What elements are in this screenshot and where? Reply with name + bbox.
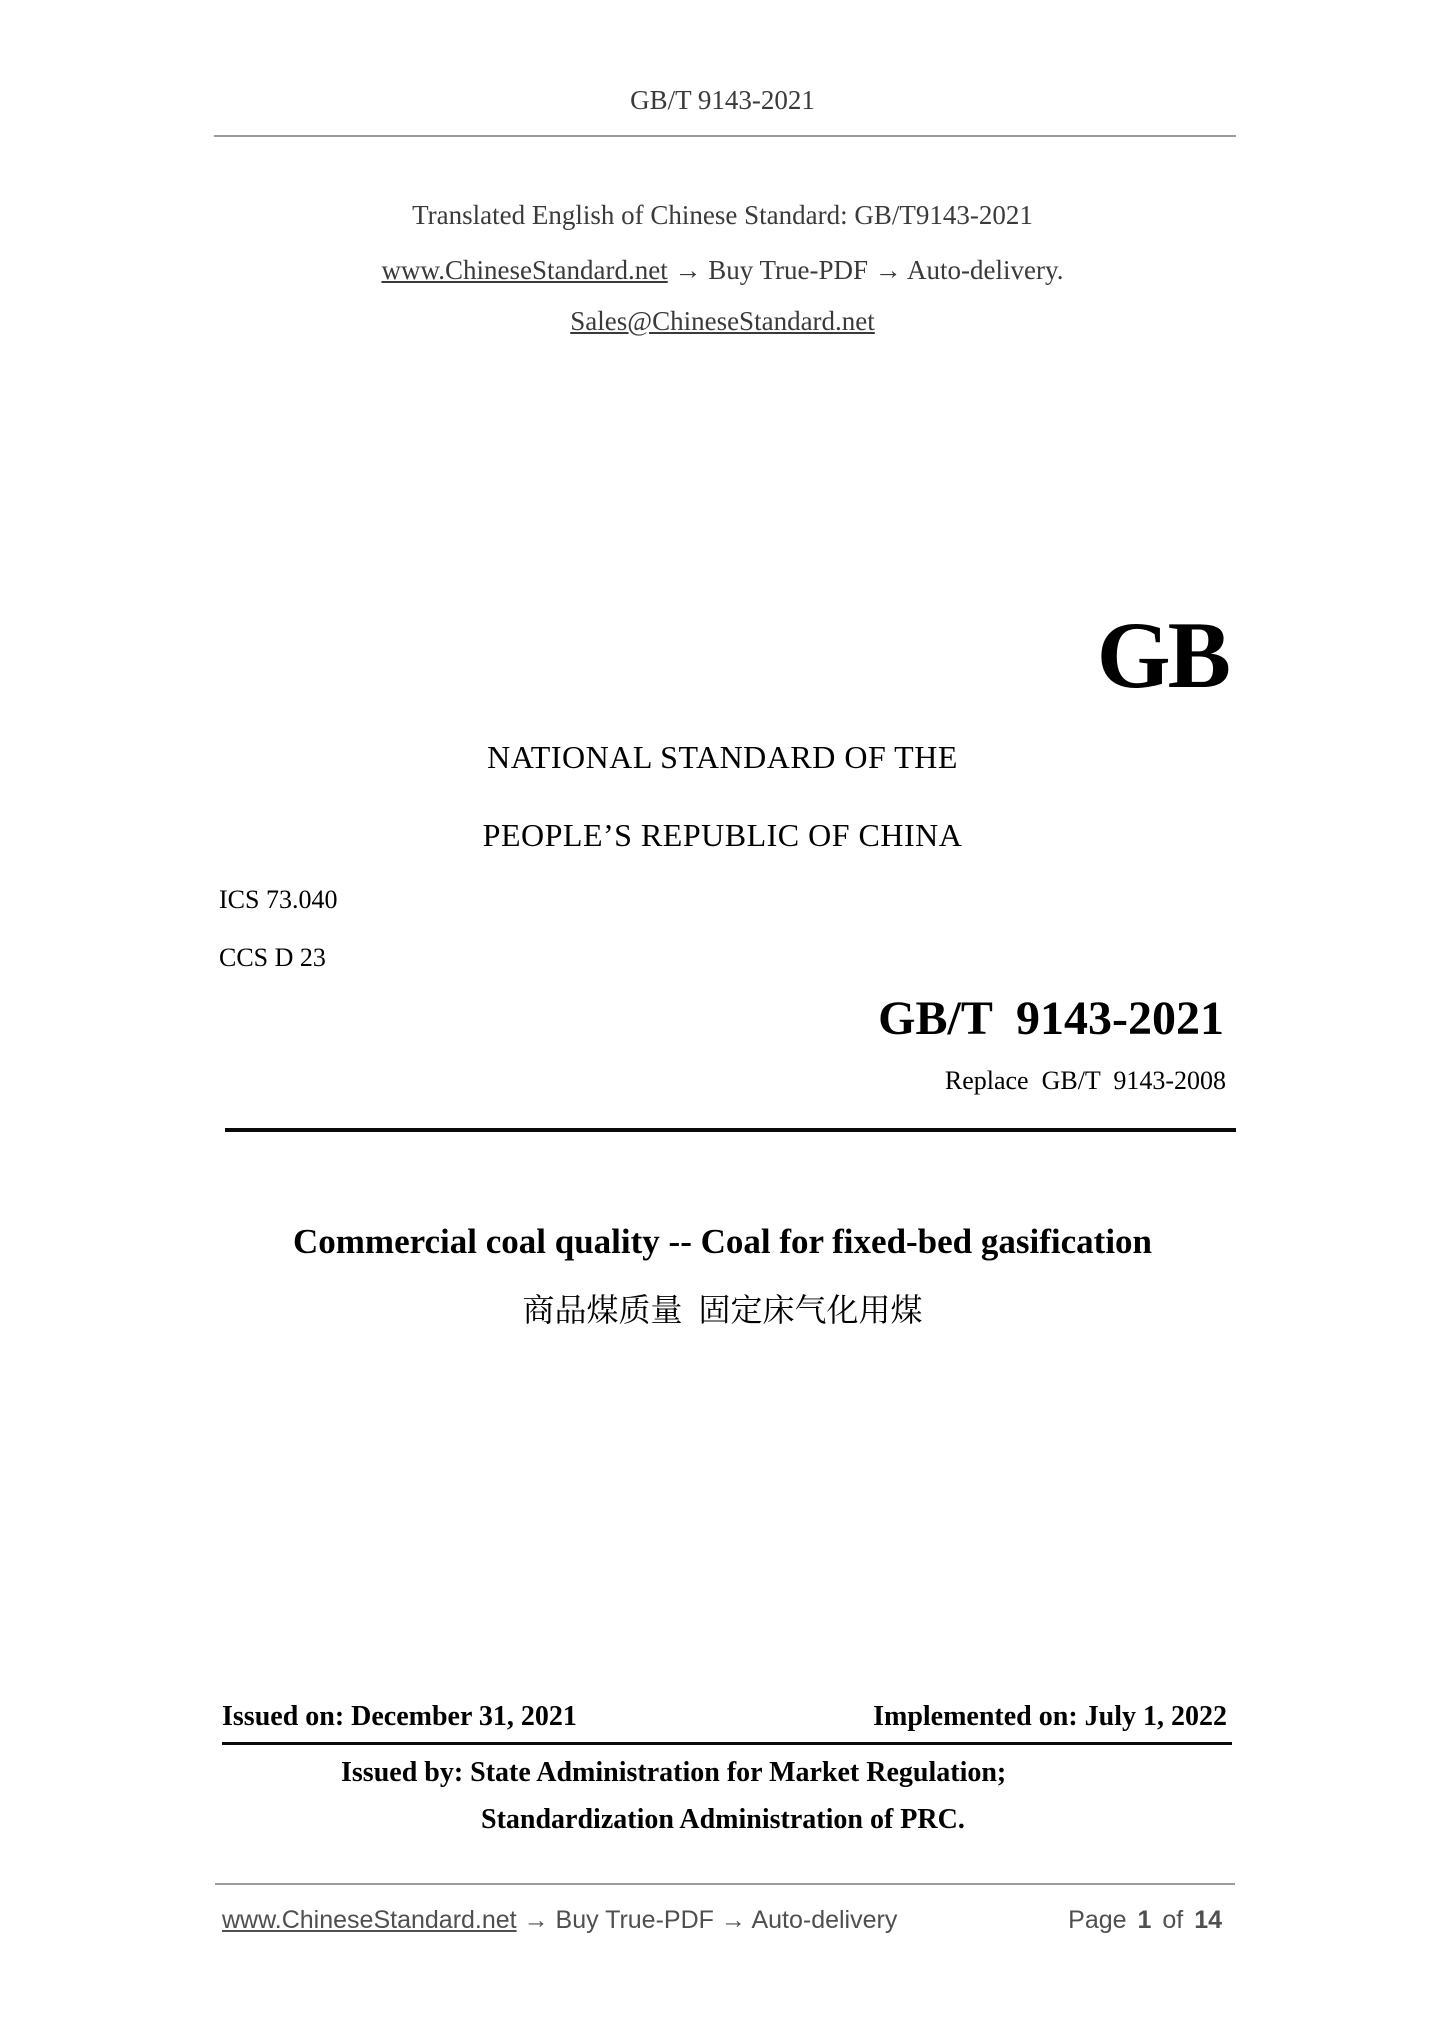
footer-divider	[215, 1883, 1235, 1885]
footer-chinesestandard-link[interactable]: www.ChineseStandard.net	[222, 1906, 517, 1934]
of-label: of	[1162, 1906, 1184, 1934]
standard-number: GB/T 9143-2021	[878, 992, 1224, 1045]
national-standard-line-1: NATIONAL STANDARD OF THE	[487, 739, 958, 775]
buy-true-pdf-label: Buy True-PDF	[708, 255, 869, 285]
national-standard-line-2: PEOPLE’S REPUBLIC OF CHINA	[482, 817, 963, 853]
arrow-right-icon: →	[674, 255, 702, 285]
translated-line: Translated English of Chinese Standard: GB/T9143-2021	[412, 200, 1033, 230]
arrow-right-icon: →	[874, 255, 902, 285]
auto-delivery-label: Auto-delivery.	[907, 255, 1064, 285]
masthead-thick-rule	[225, 1128, 1236, 1132]
header-divider	[214, 135, 1236, 137]
intro-link-line	[0, 255, 1445, 287]
footer-link-line	[222, 1906, 897, 1936]
ics-code: ICS 73.040	[219, 885, 338, 914]
arrow-right-icon: →	[720, 1906, 746, 1934]
implemented-date: Implemented on: July 1, 2022	[873, 1701, 1227, 1732]
footer-delivery-label: Auto-delivery	[751, 1906, 898, 1934]
sales-email-line	[0, 306, 1445, 338]
replaces-note: Replace GB/T 9143-2008	[944, 1066, 1226, 1095]
issued-date: Issued on: December 31, 2021	[222, 1701, 577, 1732]
page-number: 1	[1137, 1906, 1152, 1934]
page-indicator	[1068, 1906, 1222, 1936]
dates-divider	[222, 1742, 1232, 1745]
title-english: Commercial coal quality -- Coal for fixed-bed gasification	[292, 1222, 1153, 1261]
issuer-line-1: Issued by: State Administration for Market Regulation;	[341, 1757, 1007, 1788]
page-label: Page	[1068, 1906, 1127, 1934]
gb-logo: GB	[1096, 602, 1228, 708]
ccs-code: CCS D 23	[219, 943, 326, 972]
arrow-right-icon: →	[523, 1906, 549, 1934]
page-total: 14	[1194, 1906, 1222, 1934]
title-chinese: 商品煤质量 固定床气化用煤	[522, 1292, 923, 1328]
footer-buy-label: Buy True-PDF	[555, 1906, 714, 1934]
page-header-doc-code: GB/T 9143-2021	[630, 85, 815, 115]
sales-email-link[interactable]: Sales@ChineseStandard.net	[570, 306, 875, 336]
issuer-line-2: Standardization Administration of PRC.	[481, 1804, 965, 1835]
chinesestandard-link[interactable]: www.ChineseStandard.net	[381, 255, 668, 285]
